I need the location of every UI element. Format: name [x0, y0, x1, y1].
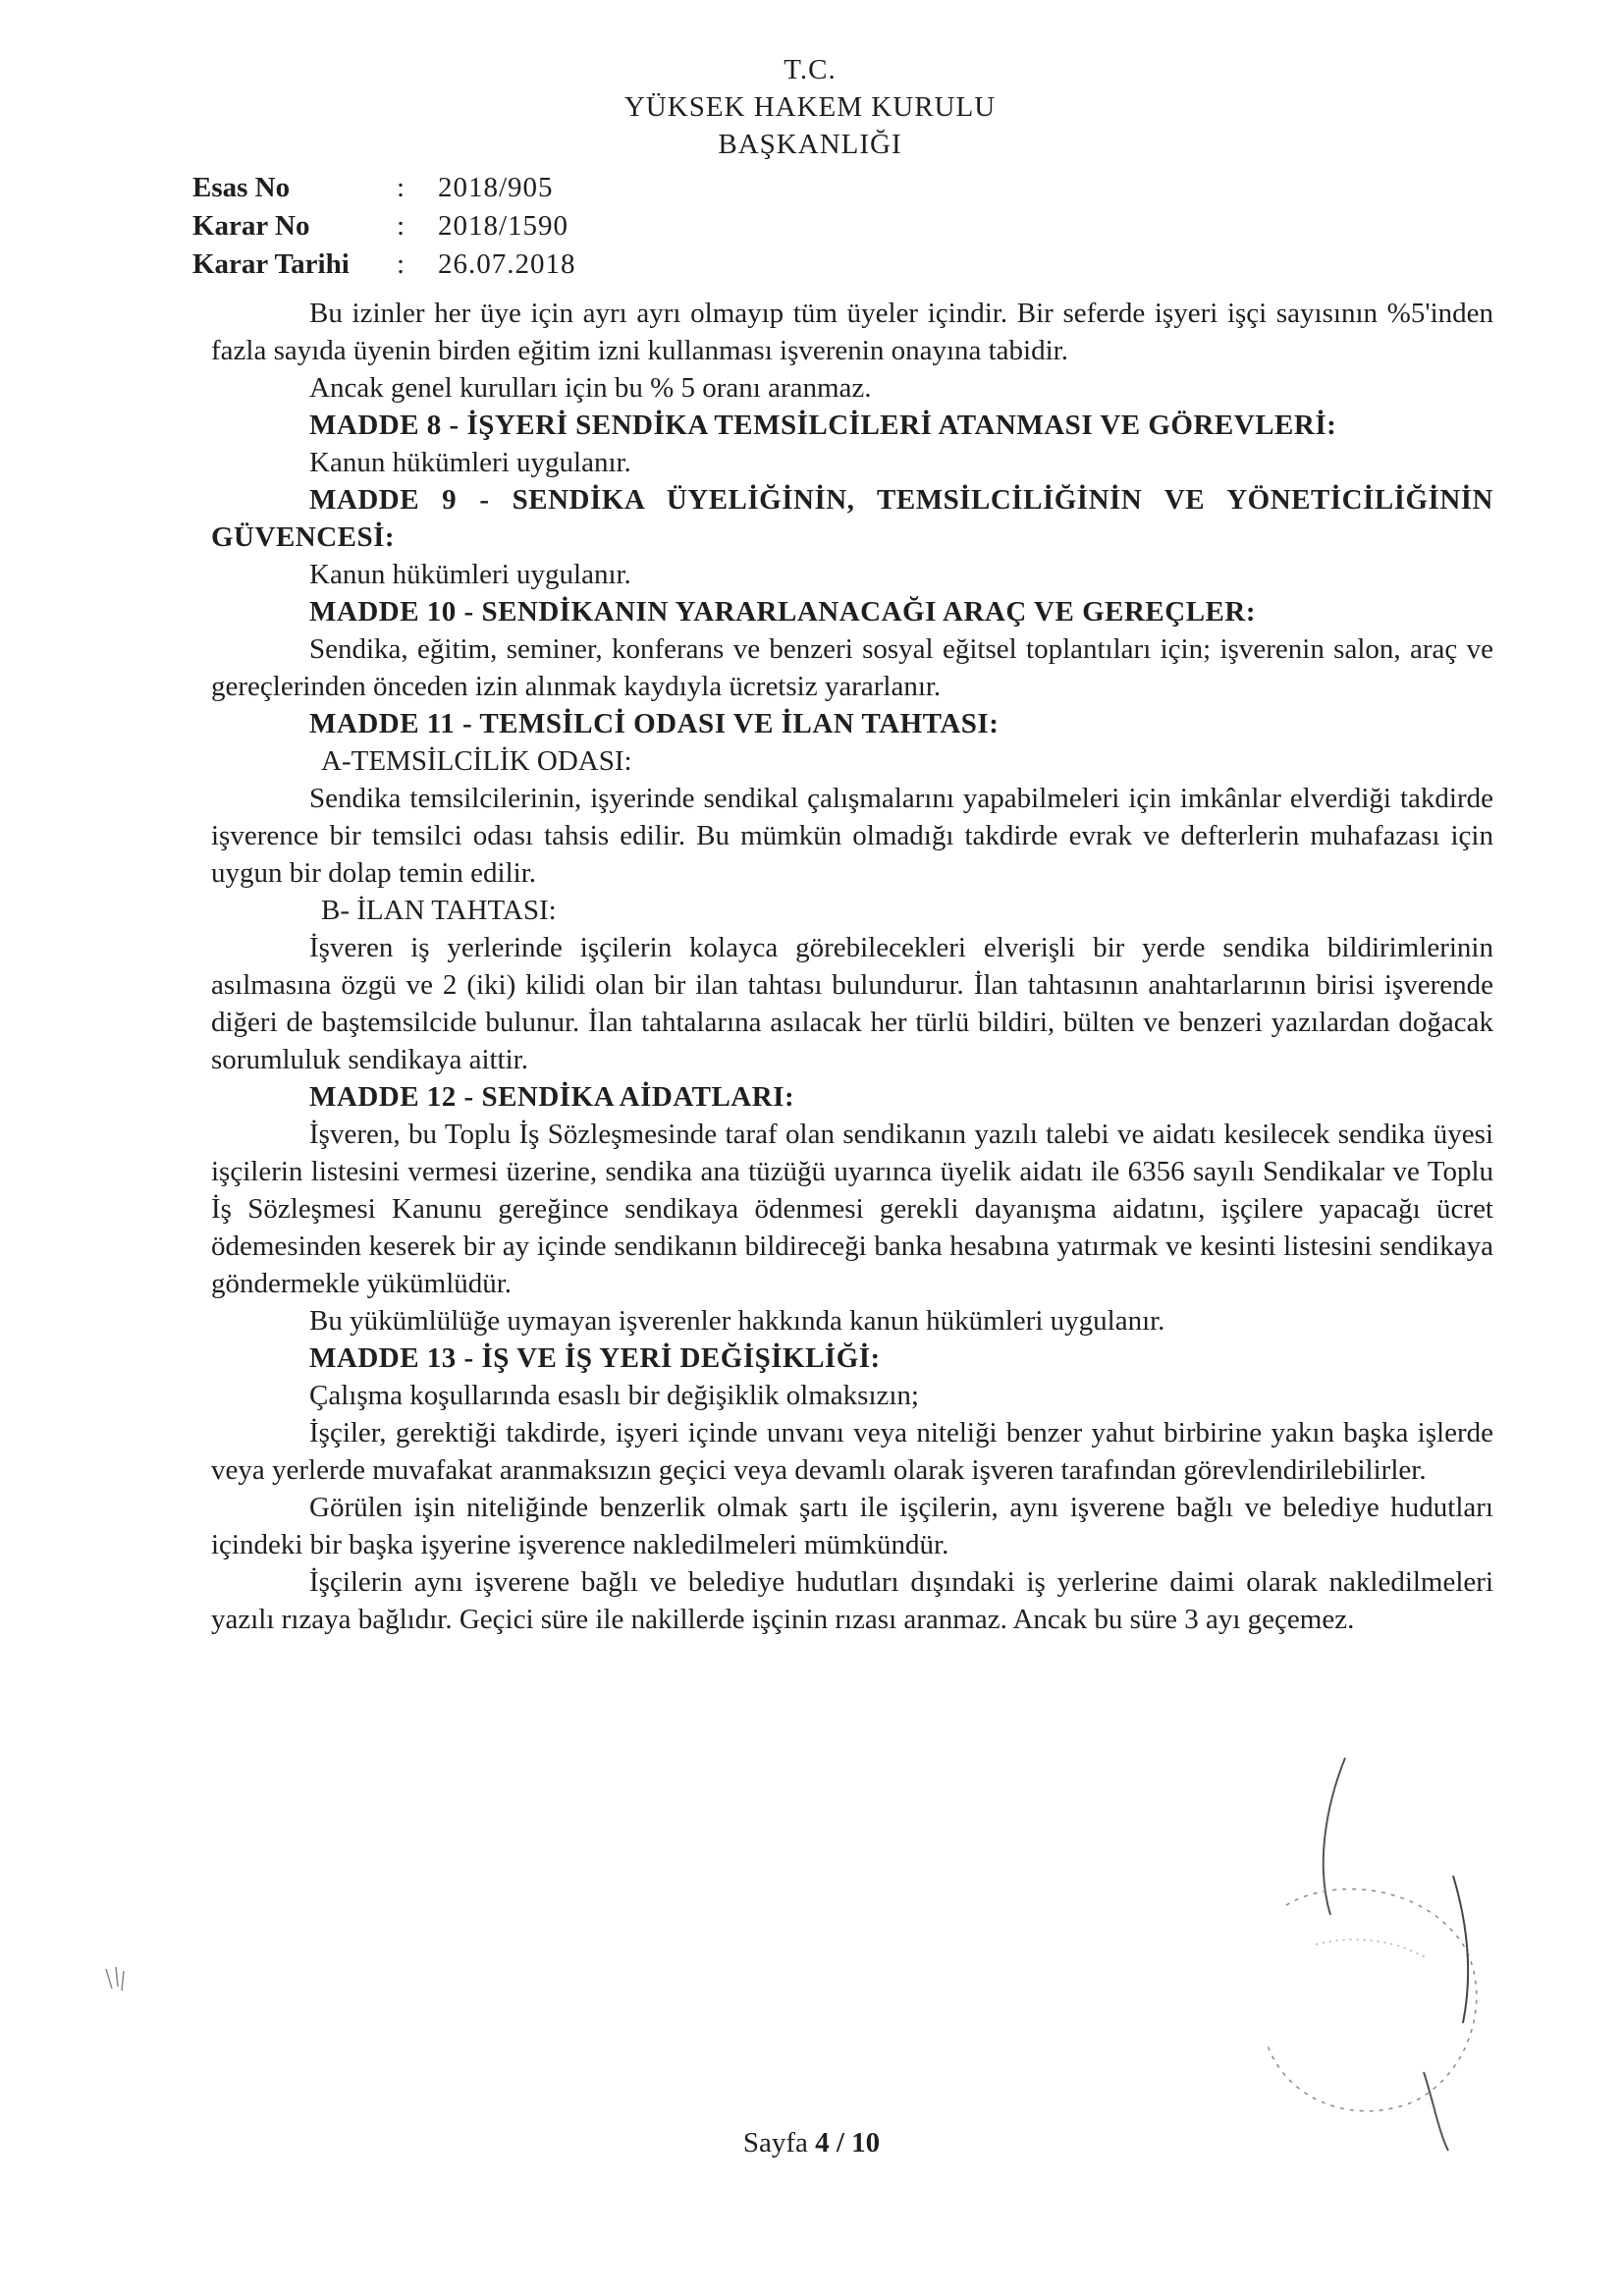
esas-value: 2018/905	[438, 172, 554, 203]
article-9-title: MADDE 9 - SENDİKA ÜYELİĞİNİN, TEMSİLCİLİĞİNİN VE YÖNETİCİLİĞİNİN GÜVENCESİ:	[211, 484, 1493, 553]
article-11-a-text: Sendika temsilcilerinin, işyerinde sendikal çalışmalarını yapabilmeleri için imkânlar elverdiği takdirde işverence bir temsilci odası tahsis edilir. Bu mümkün olmadığı takdirde evrak ve defterlerin muhafazası için uygun bir dolap temin edilir.	[211, 783, 1493, 889]
article-11-b-text: İşveren iş yerlerinde işçilerin kolayca görebilecekleri elverişli bir yerde sendika bildirimlerinin asılmasına özgü ve 2 (iki) kilidi olan bir ilan tahtası bulundurur. İlan tahtasının anahtarlarının birisi işverende diğeri de baştemsilcide bulunur. İlan tahtalarına asılacak her türlü bildiri, bülten ve benzeri yazılardan doğacak sorumluluk sendikaya aittir.	[211, 932, 1493, 1075]
article-8-text: Kanun hükümleri uygulanır.	[309, 447, 631, 478]
tarih-row	[192, 246, 576, 284]
article-10-title: MADDE 10 - SENDİKANIN YARARLANACAĞI ARAÇ VE GEREÇLER:	[309, 596, 1256, 628]
article-12-text-1: İşveren, bu Toplu İş Sözleşmesinde taraf olan sendikanın yazılı talebi ve aidatı kesilecek sendika üyesi işçilerin listesini vermesi üzerine, sendika ana tüzüğü uyarınca üyelik aidatı ile 6356 sayılı Sendikalar ve Toplu İş Sözleşmesi Kanunu gereğince sendikaya ödenmesi gerekli dayanışma aidatını, işçilere yapacağı ücret ödemesinden keserek bir ay içinde sendikanın bildireceği banka hesabına yatırmak ve kesinti listesini sendikaya göndermekle yükümlüdür.	[211, 1119, 1493, 1299]
header-presidency: BAŞKANLIĞI	[718, 129, 902, 160]
signature-stamp-icon	[1227, 1748, 1502, 2160]
tarih-label: Karar Tarihi	[192, 248, 350, 280]
article-11-b-title: B- İLAN TAHTASI:	[321, 895, 557, 926]
header-institution: YÜKSEK HAKEM KURULU	[623, 91, 997, 123]
document-body	[211, 295, 1493, 1638]
colon: :	[397, 210, 406, 242]
article-13-text-1: Çalışma koşullarında esaslı bir değişiklik olmaksızın;	[309, 1380, 919, 1411]
article-11-title: MADDE 11 - TEMSİLCİ ODASI VE İLAN TAHTASI:	[309, 708, 1000, 739]
article-13-title: MADDE 13 - İŞ VE İŞ YERİ DEĞİŞİKLİĞİ:	[309, 1342, 881, 1374]
article-13-text-4: İşçilerin aynı işverene bağlı ve belediye hudutları dışındaki iş yerlerine daimi olarak nakledilmeleri yazılı rızaya bağlıdır. Geçici süre ile nakillerde işçinin rızası aranmaz. Ancak bu süre 3 ayı geçemez.	[211, 1566, 1493, 1635]
article-11-a-title: A-TEMSİLCİLİK ODASI:	[321, 745, 632, 777]
esas-label: Esas No	[192, 172, 291, 203]
article-9-text: Kanun hükümleri uygulanır.	[309, 559, 631, 590]
karar-row	[192, 207, 576, 246]
case-meta	[192, 169, 576, 284]
karar-label: Karar No	[192, 210, 310, 242]
paragraph-education-leave: Bu izinler her üye için ayrı ayrı olmayıp tüm üyeler içindir. Bir seferde işyeri işçi sayısının %5'inden fazla sayıda üyenin birden eğitim izni kullanması işverenin onayına tabidir.	[211, 298, 1493, 366]
colon: :	[397, 248, 406, 280]
document-header	[550, 51, 1070, 163]
colon: :	[397, 172, 406, 203]
header-tc: T.C.	[784, 54, 837, 85]
article-13-text-2: İşçiler, gerektiği takdirde, işyeri içinde unvanı veya niteliği benzer yahut birbirine yakın başka işlerde veya yerlerde muvafakat aranmaksızın geçici veya devamlı olarak işveren tarafından görevlendirilebilirler.	[211, 1417, 1493, 1486]
page-label: Sayfa	[742, 2127, 816, 2159]
scan-mark-icon	[98, 1959, 137, 1998]
esas-row	[192, 169, 576, 207]
tarih-value: 26.07.2018	[438, 248, 576, 280]
article-13-text-3: Görülen işin niteliğinde benzerlik olmak şartı ile işçilerin, aynı işverene bağlı ve belediye hudutları içindeki bir başka işyerine işverence nakledilmeleri mümkündür.	[211, 1492, 1493, 1560]
page-number: 4 / 10	[815, 2127, 881, 2159]
karar-value: 2018/1590	[438, 210, 569, 242]
page-footer	[0, 2127, 1623, 2159]
article-10-text: Sendika, eğitim, seminer, konferans ve benzeri sosyal eğitsel toplantıları için; işverenin salon, araç ve gereçlerinden önceden izin alınmak kaydıyla ücretsiz yararlanır.	[211, 633, 1493, 702]
article-12-title: MADDE 12 - SENDİKA AİDATLARI:	[309, 1081, 795, 1113]
article-12-text-2: Bu yükümlülüğe uymayan işverenler hakkında kanun hükümleri uygulanır.	[309, 1305, 1165, 1337]
paragraph-general-assembly: Ancak genel kurulları için bu % 5 oranı aranmaz.	[309, 372, 872, 404]
article-8-title: MADDE 8 - İŞYERİ SENDİKA TEMSİLCİLERİ ATANMASI VE GÖREVLERİ:	[309, 410, 1337, 441]
